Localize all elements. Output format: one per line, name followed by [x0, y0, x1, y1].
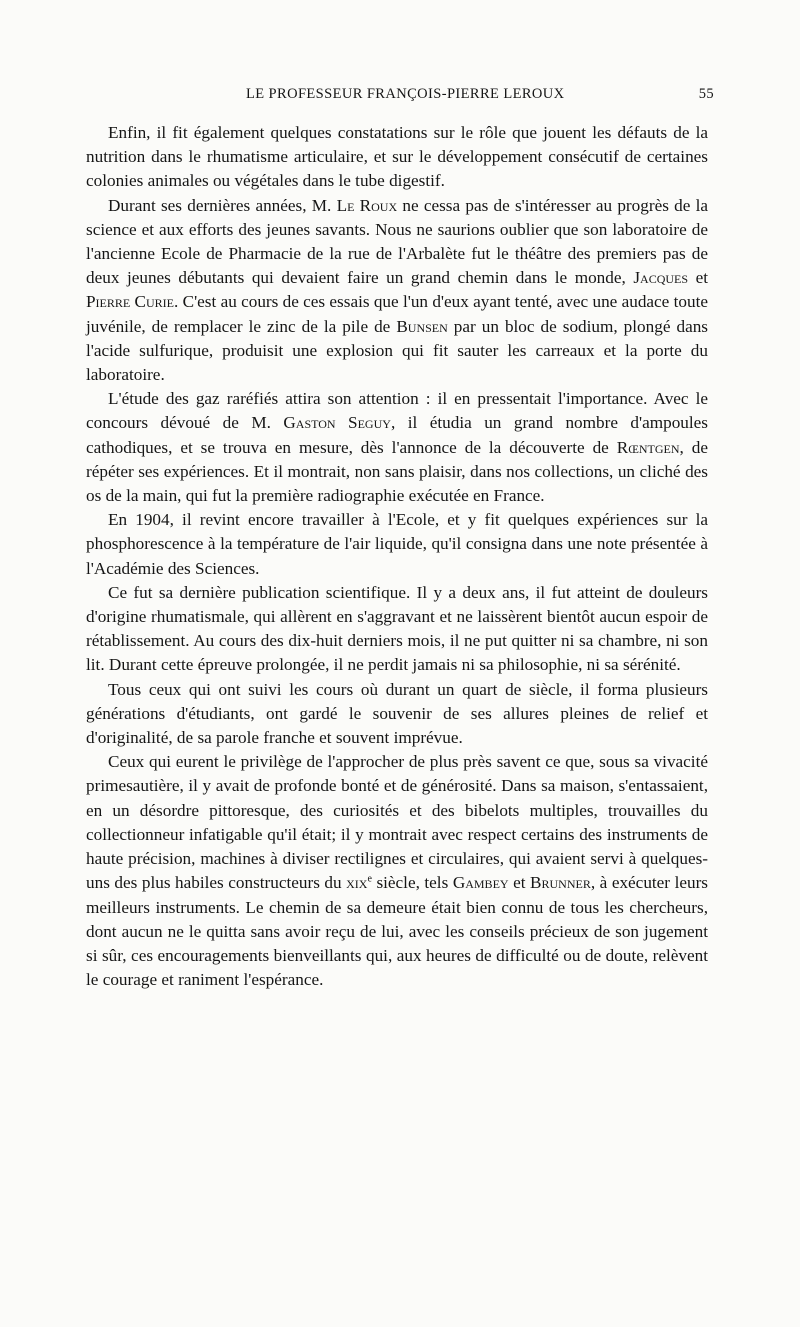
- person-name: Gaston Seguy: [283, 413, 391, 433]
- paragraph: Tous ceux qui ont suivi les cours où durant un quart de siècle, il forma plusieurs générations d'étudiants, ont gardé le souvenir de ses allures pleines de relief et d'originalité, de sa parole franche et souvent imprévue.: [86, 679, 708, 748]
- person-name: Gambey: [452, 873, 509, 893]
- person-name: Le Roux: [336, 195, 398, 215]
- page-number: 55: [698, 86, 714, 102]
- paragraph: L'étude des gaz raréfiés attira son attention : il en pressentait l'importance. Avec le concours dévoué de M. Gaston Seguy, il étudia un grand nombre d'ampoules cathodiques, et se trouva en mesure, dès l'annonce de la découverte de Rœntgen, de répéter ses expériences. Et il montrait, non sans plaisir, dans nos collections, un cliché des os de la main, qui fut la première radiographie exécutée en France.: [86, 389, 708, 506]
- person-name: Rœntgen: [616, 437, 680, 457]
- running-title: LE PROFESSEUR FRANÇOIS-PIERRE LEROUX: [246, 86, 565, 102]
- person-name: Pierre Curie: [86, 292, 174, 312]
- paragraph: Enfin, il fit également quelques constatations sur le rôle que jouent les défauts de la nutrition dans le rhumatisme articulaire, et sur le développement consécutif de certaines colonies animales ou végétales dans le tube digestif.: [86, 123, 708, 191]
- paragraph: Durant ses dernières années, M. Le Roux ne cessa pas de s'intéresser au progrès de la science et aux efforts des jeunes savants. Nous ne saurions oublier que son laboratoire de l'ancienne Ecole de Pharmacie de la rue de l'Arbalète fut le théâtre des premiers pas de deux jeunes débutants qui devaient faire un grand chemin dans le monde, Jacques et Pierre Curie. C'est au cours de ces essais que l'un d'eux ayant tenté, avec une audace toute juvénile, de remplacer le zinc de la pile de Bunsen par un bloc de sodium, plongé dans l'acide sulfurique, produisit une explosion qui fit sauter les carreaux et la porte du laboratoire.: [86, 195, 709, 385]
- paragraph: En 1904, il revint encore travailler à l'Ecole, et y fit quelques expériences sur la phosphorescence à la température de l'air liquide, qu'il consigna dans une note présentée à l'Académie des Sciences.: [86, 510, 708, 578]
- running-head: [246, 86, 714, 108]
- person-name: Brunner: [530, 873, 591, 893]
- paragraph: Ceux qui eurent le privilège de l'approcher de plus près savent ce que, sous sa vivacité primesautière, il y avait de profonde bonté et de générosité. Dans sa maison, s'entassaient, en un désordre pittoresque, des curiosités et des bibelots multiples, trouvailles du collectionneur infatigable qu'il était; il y montrait avec respect certains des instruments de haute précision, machines à diviser rectilignes et circulaires, qui avaient servi à quelques-uns des plus habiles constructeurs du xix$^e$ siècle, tels Gambey et Brunner, à exécuter leurs meilleurs instruments. Le chemin de sa demeure était bien connu de tous les chercheurs, dont aucun ne le quitta sans avoir reçu de lui, avec les conseils précieux de son jugement si sûr, ces encouragements bienveillants qui, aux heures de difficulté ou de doute, relèvent le courage et raniment l'espérance.: [86, 752, 708, 990]
- person-name: Jacques: [633, 268, 689, 288]
- century-superscript: e: [367, 873, 372, 885]
- person-name: Bunsen: [396, 316, 448, 336]
- paragraph: Ce fut sa dernière publication scientifique. Il y a deux ans, il fut atteint de douleurs d'origine rhumatismale, qui allèrent en s'aggravant et ne laissèrent bientôt aucun espoir de rétablissement. Au cours des dix-huit derniers mois, il ne put quitter ni sa chambre, ni son lit. Durant cette épreuve prolongée, il ne perdit jamais ni sa philosophie, ni sa sérénité.: [86, 582, 708, 675]
- body-text: [86, 121, 708, 992]
- century-numeral: xix: [346, 873, 368, 893]
